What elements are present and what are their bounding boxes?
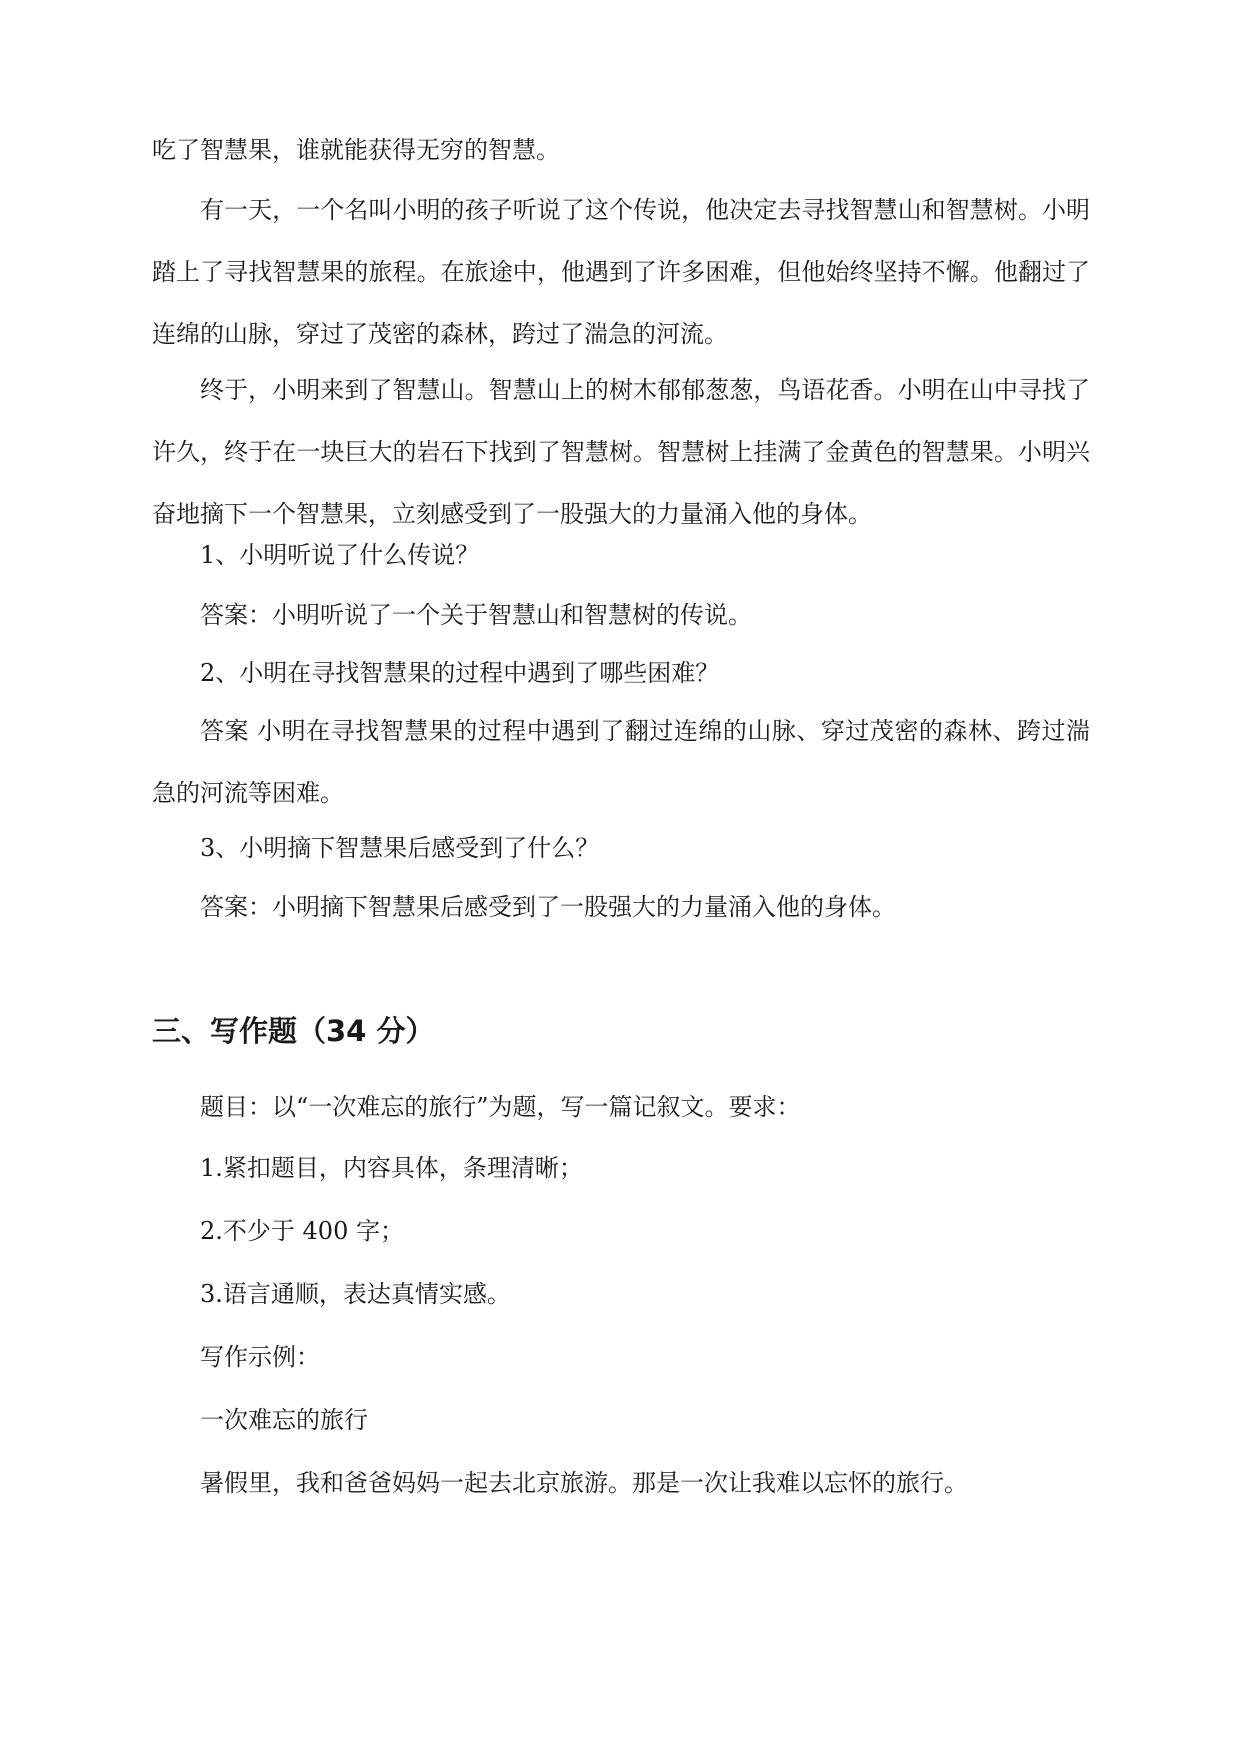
paragraph-continuation: 吃了智慧果，谁就能获得无穷的智慧。 <box>152 136 560 164</box>
question-2: 2、小明在寻找智慧果的过程中遇到了哪些困难？ <box>200 659 720 687</box>
question-3: 3、小明摘下智慧果后感受到了什么？ <box>200 834 600 862</box>
answer-2: 答案 小明在寻找智慧果的过程中遇到了翻过连绵的山脉、穿过茂密的森林、跨过湍急的河流等困难。 <box>152 717 1090 807</box>
example-label: 写作示例： <box>200 1343 320 1371</box>
requirement-1: 1.紧扣题目，内容具体，条理清晰； <box>200 1154 583 1182</box>
requirement-2: 2.不少于 400 字； <box>200 1217 404 1245</box>
answer-3: 答案：小明摘下智慧果后感受到了一股强大的力量涌入他的身体。 <box>200 893 896 921</box>
example-title: 一次难忘的旅行 <box>200 1406 368 1434</box>
writing-prompt: 题目：以“一次难忘的旅行”为题，写一篇记叙文。要求： <box>200 1093 801 1121</box>
example-first-line: 暑假里，我和爸爸妈妈一起去北京旅游。那是一次让我难以忘怀的旅行。 <box>200 1469 968 1497</box>
paragraph-story-2: 终于，小明来到了智慧山。智慧山上的树木郁郁葱葱，鸟语花香。小明在山中寻找了许久，终于在一块巨大的岩石下找到了智慧树。智慧树上挂满了金黄色的智慧果。小明兴奋地摘下一个智慧果，立刻感受到了一股强大的力量涌入他的身体。 <box>152 376 1090 528</box>
paragraph-story-1: 有一天，一个名叫小明的孩子听说了这个传说，他决定去寻找智慧山和智慧树。小明踏上了寻找智慧果的旅程。在旅途中，他遇到了许多困难，但他始终坚持不懈。他翻过了连绵的山脉，穿过了茂密的森林，跨过了湍急的河流。 <box>152 196 1090 348</box>
requirement-3: 3.语言通顺，表达真情实感。 <box>200 1280 511 1308</box>
section-heading: 三、写作题（34 分） <box>152 1014 435 1048</box>
answer-1: 答案：小明听说了一个关于智慧山和智慧树的传说。 <box>200 601 752 629</box>
question-1: 1、小明听说了什么传说？ <box>200 541 480 569</box>
